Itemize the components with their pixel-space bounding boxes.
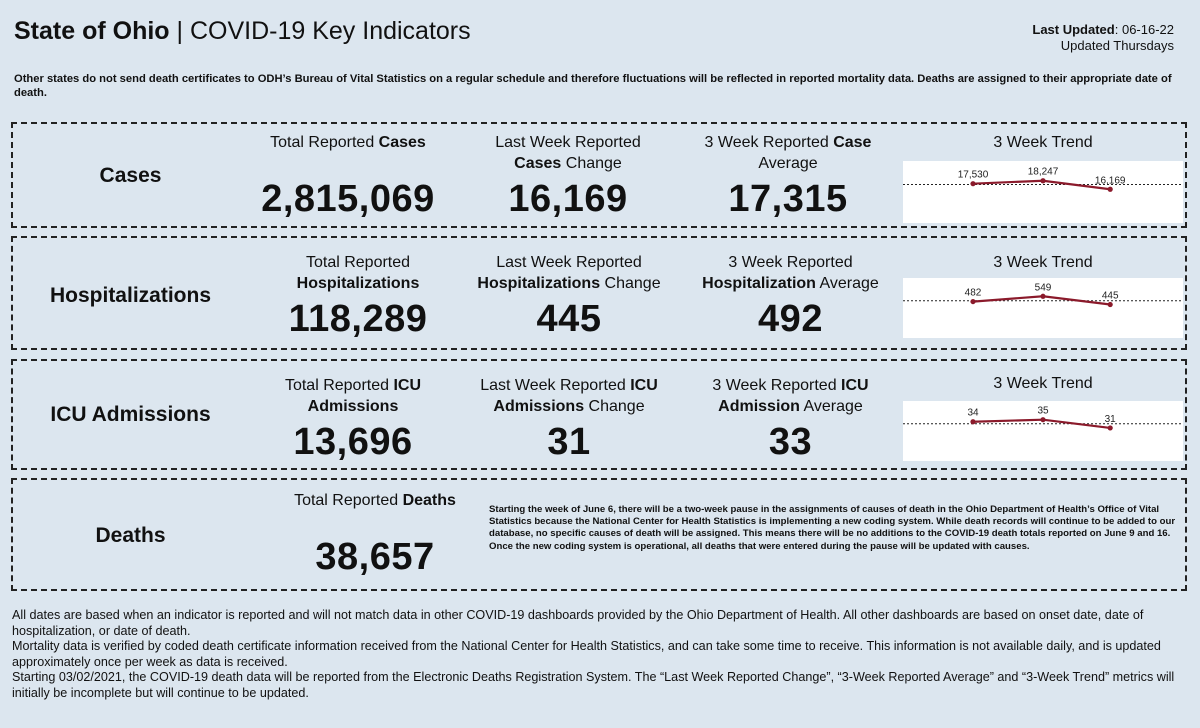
hospitalizations-trend-point-label: 549 [1034, 282, 1052, 294]
icu-trend-point [1040, 417, 1045, 422]
cases-trend-point [1040, 178, 1045, 183]
cases-trend-point [1108, 187, 1113, 192]
icu-average-value: 33 [768, 421, 813, 463]
hospitalizations-change-label: Last Week Reported Hospitalizations Change [477, 254, 661, 292]
hospitalizations-trend-point-label: 445 [1101, 290, 1119, 302]
icu-row-label: ICU Admissions [50, 403, 211, 426]
icu-trend-point-label: 34 [967, 407, 979, 419]
deaths-panel [11, 478, 1187, 591]
icu-total-value: 13,696 [293, 421, 413, 463]
title-separator: | [176, 17, 184, 45]
hospitalizations-trend-chart [903, 278, 1183, 338]
cases-trend-title: 3 Week Trend [993, 134, 1093, 151]
footer-note-mortality: Mortality data is verified by coded death certificate information received from the National Center for Health Statistics, and can take some time to receive. This information is not available daily, and is updated approximately once per week as data is received. [12, 639, 1161, 669]
footer-note-dates: All dates are based when an indicator is reported and will not match data in other COVID-19 dashboards provided by the Ohio Department of Health. All other dashboards are based on onset date, date of hospitalization, or date of death. [12, 608, 1144, 638]
icu-trend-title: 3 Week Trend [993, 375, 1093, 392]
hospitalizations-average-label: 3 Week Reported Hospitalization Average [702, 254, 879, 292]
cases-change-value: 16,169 [508, 178, 628, 220]
deaths-total-metric [275, 490, 475, 579]
cases-trend-point [970, 181, 975, 186]
hospitalizations-trend-point [1040, 294, 1045, 299]
hospitalizations-average-value: 492 [758, 298, 823, 340]
icu-change-metric [469, 375, 669, 464]
hospitalizations-total-metric [258, 252, 458, 341]
state-name: State of Ohio [14, 17, 170, 45]
icu-trend-point-label: 35 [1037, 405, 1049, 417]
hospitalizations-total-value: 118,289 [288, 298, 428, 340]
cases-average-label: 3 Week Reported Case Average [704, 134, 872, 172]
cases-trend-point-label: 17,530 [957, 169, 989, 181]
cases-average-value: 17,315 [728, 178, 848, 220]
icu-trend-chart [903, 401, 1183, 461]
icu-total-label: Total Reported ICU Admissions [284, 377, 422, 415]
last-updated-value: : 06-16-22 [1114, 22, 1174, 37]
icu-change-label: Last Week Reported ICU Admissions Change [480, 377, 658, 415]
hospitalizations-row-label: Hospitalizations [49, 284, 212, 307]
cases-trend-point-label: 18,247 [1027, 166, 1059, 178]
cases-row-label: Cases [99, 164, 162, 187]
cases-trend-chart [903, 161, 1183, 223]
cases-total-label: Total Reported Cases [270, 134, 426, 151]
last-updated [1032, 22, 1174, 54]
update-schedule: Updated Thursdays [1060, 38, 1174, 53]
icu-trend-point [970, 419, 975, 424]
hospitalizations-trend-point [1108, 302, 1113, 307]
icu-total-metric [253, 375, 453, 464]
hospitalizations-change-value: 445 [536, 298, 602, 340]
deaths-total-value: 38,657 [315, 536, 435, 578]
icu-trend-point-label: 31 [1104, 413, 1116, 425]
hospitalizations-panel [11, 236, 1187, 350]
hospitalizations-change-metric [459, 252, 679, 341]
hospitalizations-trend-point-label: 482 [964, 287, 982, 299]
dashboard-subtitle: COVID-19 Key Indicators [189, 17, 471, 45]
icu-change-value: 31 [547, 421, 591, 463]
page-title [14, 16, 471, 46]
cases-change-label: Last Week Reported Cases Change [495, 134, 641, 172]
cases-average-metric [683, 132, 893, 221]
footer-note-edrs: Starting 03/02/2021, the COVID-19 death data will be reported from the Electronic Deaths Registration System. The “Last Week Reported Change”, “3-Week Reported Average” and “3-Week Trend” metrics will initially be incomplete but will continue to be updated. [12, 670, 1175, 700]
cases-total-metric [243, 132, 453, 221]
mortality-note: Other states do not send death certificates to ODH’s Bureau of Vital Statistics on a regular schedule and therefore fluctuations will be reflected in reported mortality data. Deaths are assigned to their appropriate date of death. [14, 73, 1172, 99]
deaths-row-label: Deaths [95, 524, 166, 547]
icu-panel [11, 359, 1187, 470]
cases-panel [11, 122, 1187, 228]
hospitalizations-trend-title: 3 Week Trend [993, 254, 1093, 271]
icu-average-metric [688, 375, 893, 464]
icu-trend-point [1108, 425, 1113, 430]
hospitalizations-total-label: Total Reported Hospitalizations [296, 254, 420, 292]
hospitalizations-trend-point [970, 299, 975, 304]
hospitalizations-average-metric [683, 252, 898, 341]
cases-change-metric [468, 132, 668, 221]
last-updated-label: Last Updated [1032, 22, 1115, 37]
death-pause-note: Starting the week of June 6, there will be a two-week pause in the assignments of causes of death in the Ohio Department of Health’s Office of Vital Statistics because the National Center for Health Statistics is implementing a new coding system. While death records will continue to be added to our database, no specific causes of death will be assigned. This means there will be no additions to the COVID-19 death totals reported on June 9 and 16. Once the new coding system is operational, all deaths that were entered during the pause will be updated with causes. [489, 504, 1176, 552]
cases-total-value: 2,815,069 [261, 178, 435, 220]
deaths-total-label: Total Reported Deaths [294, 492, 456, 509]
cases-trend-point-label: 16,169 [1094, 175, 1126, 187]
icu-average-label: 3 Week Reported ICU Admission Average [712, 377, 869, 415]
footer-notes [12, 608, 1188, 701]
